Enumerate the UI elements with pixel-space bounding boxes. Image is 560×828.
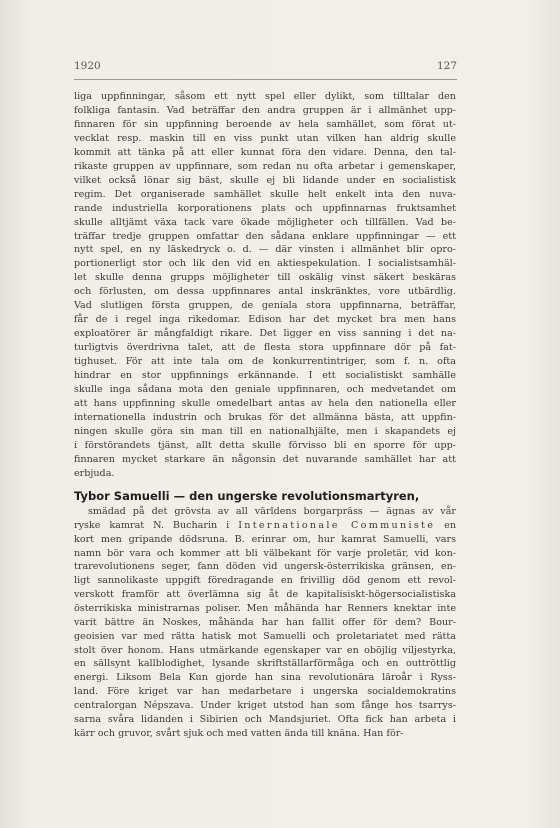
text-line: finnaren mycket starkare än någonsin det nuvarande samhället har att [74, 453, 456, 465]
text-line: ligt sannolikaste uppgift föredragande en frivillig död genom ett revol- [74, 575, 456, 587]
page-number: 127 [436, 60, 457, 72]
text-line: hindrar en stor uppfinnings erkännande. I ett socialistiskt samhälle [74, 370, 456, 381]
text-line: en sällsynt kallblodighet, lysande skriftställarförmåga och en outtröttlig [74, 658, 456, 670]
text-line: land. Före kriget var han medarbetare i ungerska socialdemokratins [74, 686, 456, 698]
header-year: 1920 [74, 60, 101, 72]
text-line: rikaste gruppen av uppfinnare, som redan nu ofta arbetar i gemenskaper, [74, 160, 456, 172]
text-line: kort men gripande dödsruna. B. erinrar om, hur kamrat Samuelli, vars [74, 533, 456, 545]
text-line: nytt spel, en ny läskedryck o. d. — där vinsten i allmänhet blir opro- [74, 244, 456, 256]
text-line: finnaren för sin uppfinning beroende av hela samhället, som förat ut- [74, 118, 456, 130]
text-line: tighuset. För att inte tala om de konkurrentintriger, som f. n. ofta [74, 356, 456, 368]
text-line: vilket också lönar sig bäst, skulle ej bli lidande under en socialistisk [74, 174, 457, 186]
text-line: portionerligt stor och lik den vid en aktiespekulation. I socialistsamhäl- [74, 258, 456, 270]
text-line: energi. Liksom Bela Kun gjorde han sina revolutionära läroår i Ryss- [74, 672, 456, 684]
header-rule [74, 79, 457, 80]
text-line: smädad på det grövsta av all världens borgarpräss — ägnas av vår [88, 506, 457, 517]
running-header [74, 60, 457, 74]
text-line: namn bör vara och kommer att bli välbekant för varje proletär, vid kon- [74, 547, 456, 559]
text-line: Vad slutligen första gruppen, de geniala stora uppfinnarna, beträffar, [74, 300, 456, 312]
section-heading: Tybor Samuelli — den ungerske revolutionsmartyren, [74, 489, 420, 503]
text-line: centralorgan Népszava. Under kriget utstod han som fånge hos tsarrys- [74, 699, 456, 711]
text-line: att hans uppfinning skulle omedelbart antas av hela den nationella eller [74, 397, 456, 409]
text-line: geoisien var med rätta hatisk mot Samuelli och proletariatet med rätta [74, 630, 456, 642]
text-line: träffar tredje gruppen omfattar den sådana enklare uppfinningar — ett [74, 230, 456, 242]
text-line: rande industriella korporationens plats och uppfinnarnas fruktsamhet [74, 202, 456, 214]
text-line: regim. Det organiserade samhället skulle helt enkelt inta den nuva- [74, 188, 456, 200]
text-line: verskott framför att överlämna sig åt de kapitalisiskt-högersocialistiska [74, 589, 456, 601]
text-line: kommit att tänka på att eller kunnat föra den vidare. Denna, den tal- [74, 146, 456, 158]
text-line: och förlusten, om dessa uppfinnares antal inskränktes, vore utbärdlig. [74, 286, 456, 298]
text-line: kärr och gruvor, svårt sjuk och med vatten ända till knäna. Han för- [74, 727, 404, 739]
journal-title: Internationale Communiste [238, 519, 436, 531]
text-line: varit bättre än Noskes, måhända har han fallit offer för dem? Bour- [74, 616, 457, 628]
text-line: liga uppfinningar, såsom ett nytt spel eller dylikt, som tilltalar den [74, 91, 456, 102]
text-line: turligtvis överdrivna talet, att de flesta stora uppfinnare dör på fat- [74, 342, 456, 354]
text-line: erbjuda. [74, 467, 115, 479]
text-line: ningen skulle göra sin man till en nationalhjälte, men i skapandets ej [74, 425, 456, 437]
text-line: i förstörandets tjänst, allt detta skulle förvisso bli en sporre för upp- [74, 439, 457, 451]
text-line: ryske kamrat N. Bucharin i Internationale Communiste en [74, 519, 456, 531]
text-line: skulle alltjämt växa tack vare ökade möjligheter och tillfällen. Vad be- [74, 216, 456, 228]
text-line: folkliga fantasin. Vad beträffar den andra gruppen är i allmänhet upp- [74, 104, 456, 116]
text-line: skulle inga sådana mota den geniale uppfinnaren, och medvetandet om [74, 383, 456, 395]
text-line: stolt över honom. Hans utmärkande egenskaper var en oböjlig viljestyrka, [74, 644, 456, 656]
text-line: exploatörer är mångfaldigt rikare. Det ligger en viss sanning i det na- [74, 328, 456, 340]
text-line: österrikiska ministrarnas poliser. Men måhända har Renners knektar inte [74, 602, 456, 614]
text-line: trarevolutionens seger, fann döden vid ungersk-österrikiska gränsen, en- [74, 561, 456, 573]
text-line: sarna svåra lidanden i Sibirien och Mandsjuriet. Ofta fick han arbeta i [74, 713, 456, 725]
text-line: internationella industrin och brukas för det allmänna bästa, att uppfin- [74, 411, 456, 423]
text-line: vecklat resp. maskin till en viss punkt utan vilken han aldrig skulle [74, 132, 456, 144]
text-line: får de i regel inga rikedomar. Edison har det mycket bra men hans [74, 314, 456, 326]
text-line: let skulle denna grupps möjligheter till oskälig vinst säkert beskäras [74, 272, 456, 284]
